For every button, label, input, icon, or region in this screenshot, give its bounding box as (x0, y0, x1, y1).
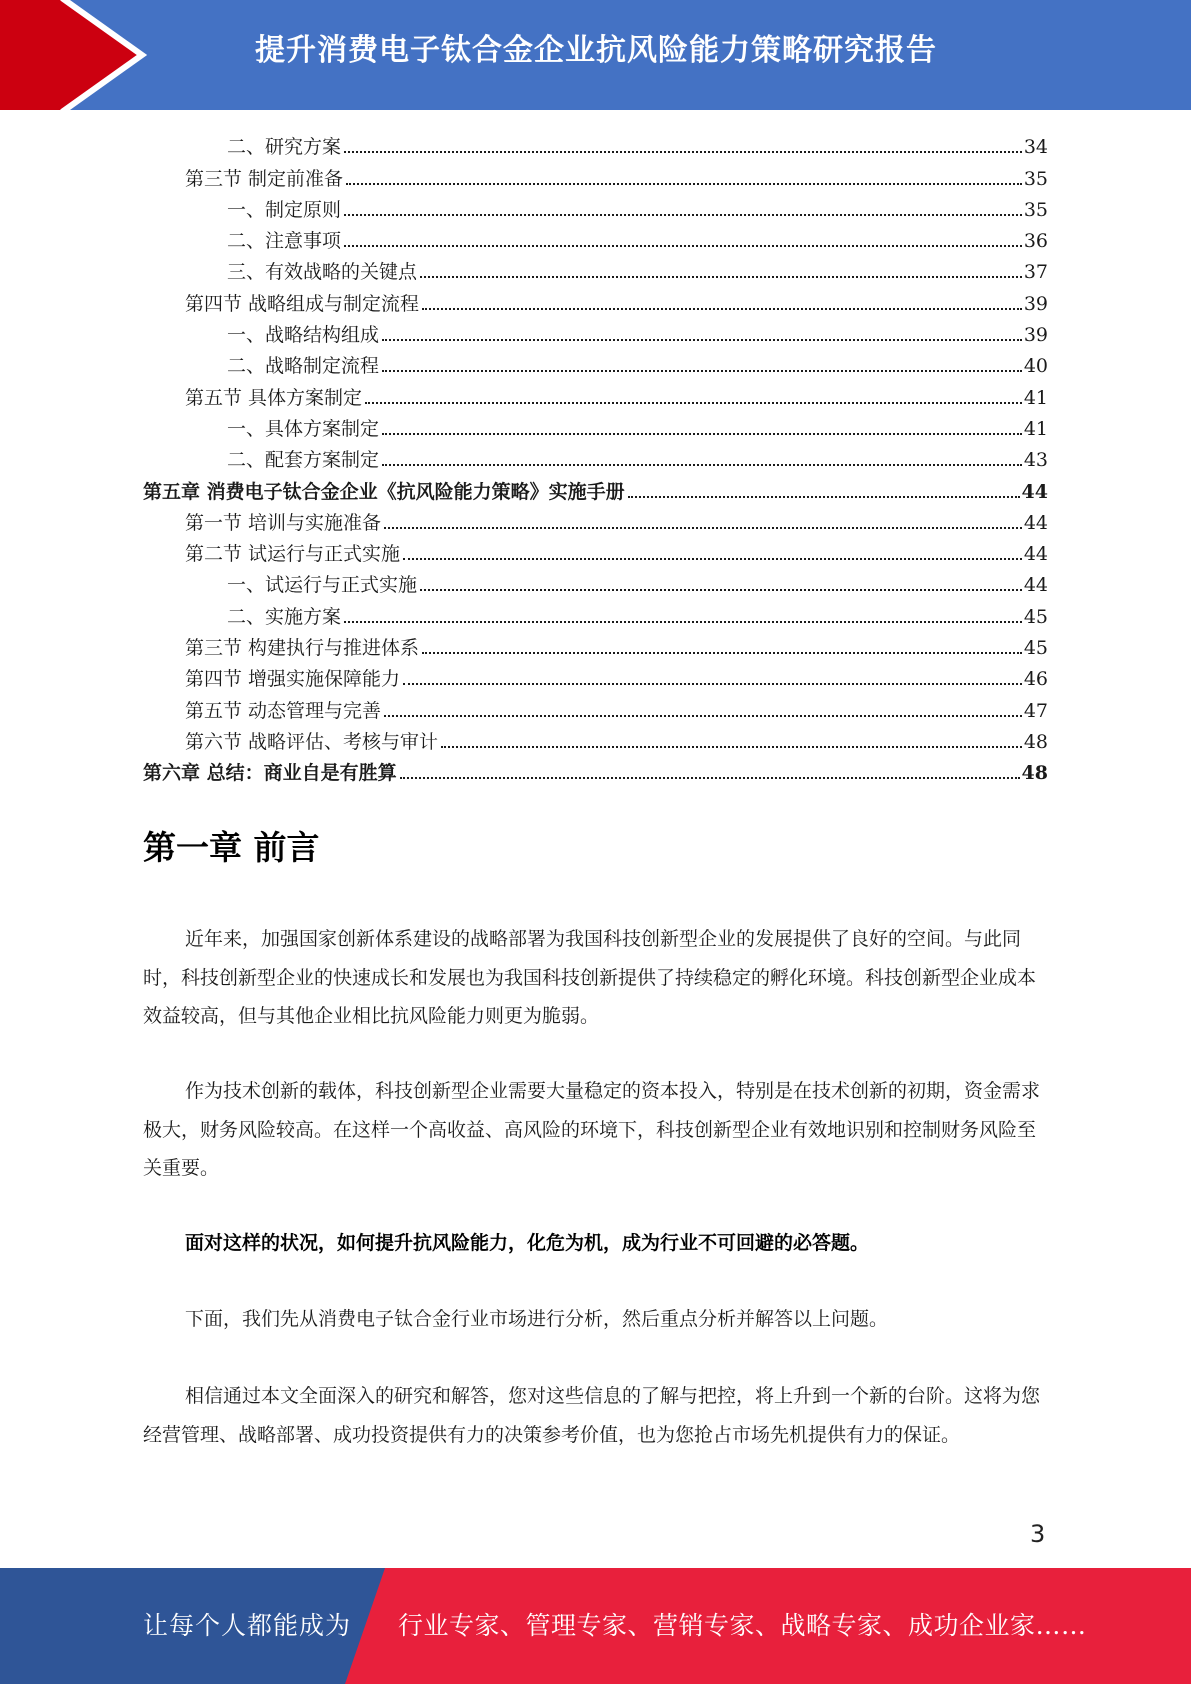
toc-entry[interactable] (143, 691, 1048, 722)
toc-entry-page: 35 (1023, 198, 1048, 221)
toc-entry-page: 36 (1023, 230, 1048, 253)
table-of-contents (143, 128, 1048, 785)
toc-entry-page: 39 (1023, 292, 1048, 315)
toc-dot-leader (365, 402, 1022, 404)
toc-entry[interactable] (143, 535, 1048, 566)
toc-dot-leader (441, 746, 1022, 748)
intro-paragraph-2: 作为技术创新的载体，科技创新型企业需要大量稳定的资本投入，特别是在技术创新的初期，资金需求极大，财务风险较高。在这样一个高收益、高风险的环境下，科技创新型企业有效地识别和控制财务风险至关重要。 (143, 1080, 1041, 1179)
toc-entry-title: 第五节 动态管理与完善 (185, 699, 382, 722)
toc-entry-page: 41 (1023, 417, 1048, 440)
toc-entry-page: 40 (1023, 355, 1048, 378)
toc-entry-page: 34 (1023, 136, 1048, 159)
toc-dot-leader (344, 621, 1022, 623)
toc-entry-page: 44 (1023, 543, 1048, 566)
toc-entry-title: 二、研究方案 (227, 136, 342, 159)
toc-entry-title: 一、制定原则 (227, 198, 342, 221)
toc-dot-leader (382, 433, 1022, 435)
toc-dot-leader (344, 245, 1022, 247)
footer-slogan-right: 行业专家、管理专家、营销专家、战略专家、成功企业家…… (398, 1611, 1087, 1640)
toc-entry-title: 一、具体方案制定 (227, 417, 380, 440)
toc-entry-title: 第三节 制定前准备 (185, 167, 344, 190)
toc-dot-leader (628, 496, 1020, 498)
header-title: 提升消费电子钛合金企业抗风险能力策略研究报告 (255, 33, 937, 68)
toc-dot-leader (344, 214, 1022, 216)
header-arrow-decoration (0, 0, 160, 110)
toc-entry[interactable] (143, 472, 1048, 503)
intro-paragraph-1: 近年来，加强国家创新体系建设的战略部署为我国科技创新型企业的发展提供了良好的空间。与此同时，科技创新型企业的快速成长和发展也为我国科技创新提供了持续稳定的孵化环境。科技创新型企业成本效益较高，但与其他企业相比抗风险能力则更为脆弱。 (143, 928, 1037, 1027)
toc-entry-page: 41 (1023, 386, 1048, 409)
toc-dot-leader (382, 464, 1022, 466)
toc-dot-leader (422, 652, 1022, 654)
toc-entry-title: 二、注意事项 (227, 230, 342, 253)
toc-entry[interactable] (143, 410, 1048, 441)
toc-dot-leader (384, 527, 1022, 529)
intro-paragraph-3: 面对这样的状况，如何提升抗风险能力，化危为机，成为行业不可回避的必答题。 (185, 1232, 870, 1254)
toc-entry-page: 46 (1023, 668, 1048, 691)
toc-dot-leader (382, 370, 1022, 372)
toc-entry[interactable] (143, 284, 1048, 315)
toc-entry[interactable] (143, 597, 1048, 628)
toc-entry-page: 45 (1023, 605, 1048, 628)
toc-entry-page: 47 (1023, 699, 1048, 722)
page-number: 3 (1030, 1520, 1046, 1548)
toc-entry-title: 三、有效战略的关键点 (227, 261, 418, 284)
toc-entry-title: 第六章 总结：商业自是有胜算 (143, 762, 397, 785)
toc-entry[interactable] (143, 316, 1048, 347)
toc-entry[interactable] (143, 253, 1048, 284)
toc-entry-page: 35 (1023, 167, 1048, 190)
intro-paragraph-5: 相信通过本文全面深入的研究和解答，您对这些信息的了解与把控，将上升到一个新的台阶。这将为您经营管理、战略部署、成功投资提供有力的决策参考价值，也为您抢占市场先机提供有力的保证。 (143, 1385, 1041, 1446)
toc-entry[interactable] (143, 504, 1048, 535)
toc-entry-title: 第一节 培训与实施准备 (185, 511, 382, 534)
toc-entry[interactable] (143, 441, 1048, 472)
toc-dot-leader (382, 339, 1022, 341)
page-header (0, 0, 1191, 110)
toc-entry[interactable] (143, 347, 1048, 378)
toc-entry-title: 第五章 消费电子钛合金企业《抗风险能力策略》实施手册 (143, 480, 625, 503)
toc-entry[interactable] (143, 222, 1048, 253)
toc-entry[interactable] (143, 660, 1048, 691)
toc-entry-page: 48 (1021, 762, 1048, 785)
toc-entry-page: 44 (1023, 574, 1048, 597)
toc-entry-title: 第六节 战略评估、考核与审计 (185, 730, 439, 753)
toc-entry-page: 43 (1023, 449, 1048, 472)
toc-entry-page: 48 (1023, 730, 1048, 753)
toc-entry-title: 第三节 构建执行与推进体系 (185, 637, 420, 660)
toc-entry-page: 44 (1023, 511, 1048, 534)
toc-entry[interactable] (143, 629, 1048, 660)
toc-entry-title: 第二节 试运行与正式实施 (185, 543, 401, 566)
toc-dot-leader (420, 589, 1022, 591)
toc-dot-leader (403, 683, 1022, 685)
toc-entry[interactable] (143, 566, 1048, 597)
toc-dot-leader (403, 558, 1022, 560)
toc-entry-title: 第四节 增强实施保障能力 (185, 668, 401, 691)
toc-dot-leader (384, 715, 1022, 717)
toc-entry-page: 45 (1023, 637, 1048, 660)
toc-entry-title: 一、试运行与正式实施 (227, 574, 418, 597)
intro-paragraph-4: 下面，我们先从消费电子钛合金行业市场进行分析，然后重点分析并解答以上问题。 (185, 1308, 889, 1330)
toc-entry-title: 二、战略制定流程 (227, 355, 380, 378)
toc-entry[interactable] (143, 128, 1048, 159)
footer-slogan-left: 让每个人都能成为 (143, 1611, 352, 1640)
page-footer (0, 1568, 1191, 1684)
toc-entry[interactable] (143, 723, 1048, 754)
toc-entry[interactable] (143, 754, 1048, 785)
toc-dot-leader (422, 308, 1022, 310)
toc-dot-leader (346, 183, 1022, 185)
toc-entry-page: 44 (1021, 480, 1048, 503)
toc-entry-page: 37 (1023, 261, 1048, 284)
toc-entry[interactable] (143, 191, 1048, 222)
chapter-title: 第一章 前言 (143, 828, 320, 867)
toc-dot-leader (400, 777, 1020, 779)
toc-entry-title: 第五节 具体方案制定 (185, 386, 363, 409)
toc-entry-page: 39 (1023, 324, 1048, 347)
toc-dot-leader (420, 276, 1022, 278)
toc-entry-title: 二、实施方案 (227, 605, 342, 628)
toc-entry-title: 二、配套方案制定 (227, 449, 380, 472)
toc-entry-title: 一、战略结构组成 (227, 324, 380, 347)
toc-dot-leader (344, 151, 1022, 153)
toc-entry[interactable] (143, 378, 1048, 409)
toc-entry[interactable] (143, 159, 1048, 190)
toc-entry-title: 第四节 战略组成与制定流程 (185, 292, 420, 315)
